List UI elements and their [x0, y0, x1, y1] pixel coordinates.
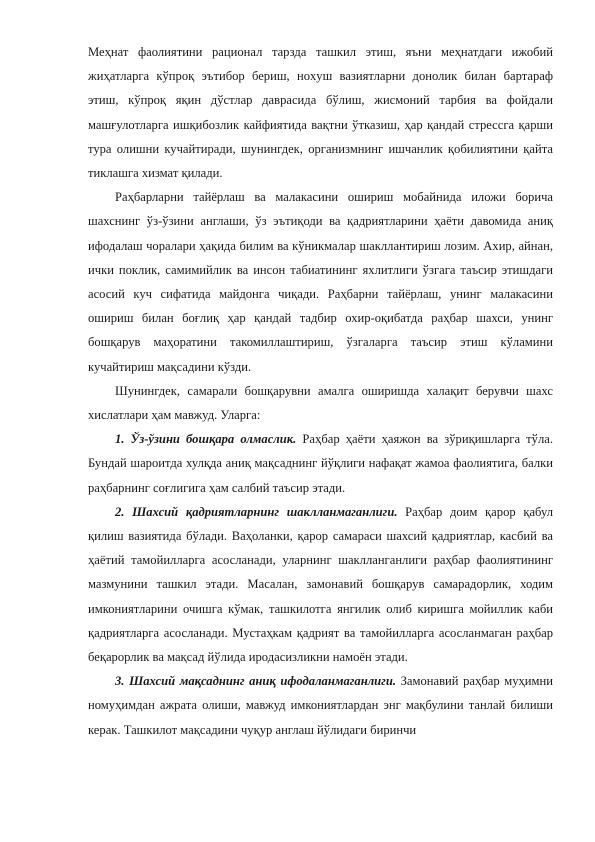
paragraph-4 — [88, 427, 553, 500]
paragraph-6-text: Замонавий раҳбар муҳимни номуҳимдан ажрата олиши, мавжуд имкониятлардан энг мақбулини танлай билиши керак. Ташкилот мақсадини чуқур англаш йўлидаги биринчи — [88, 674, 553, 737]
paragraph-3-text: Шунингдек, самарали бошқарувни амалга оширишда халақит берувчи шахс хислатлари ҳам мавжуд. Уларга: — [88, 383, 553, 423]
paragraph-4-text: Раҳбар ҳаёти ҳаяжон ва зўриқишларга тўла. Бундай шароитда хулқда аниқ мақсаднинг йўқлиги нафақат жамоа фаолиятига, балки раҳбарнинг соғлигига ҳам салбий таъсир этади. — [88, 432, 553, 495]
paragraph-4-lead: 1. Ўз-ўзини бошқара олмаслик. — [115, 432, 297, 447]
paragraph-2 — [88, 185, 553, 379]
paragraph-1-text: Меҳнат фаолиятини рационал тарзда ташкил этиш, яъни меҳнатдаги ижобий жиҳатларга кўпроқ эътибор бериш, ноxуш вазиятларни донолик билан бартараф этиш, кўпроқ яқин дўстлар даврасида бўлиш, жисмоний тарбия ва фойдали машғулотларга ишқибозлик кайфиятида вақтни ўтказиш, ҳар қандай стрессга қарши тура олишни кучайтиради, шунингдек, организмнинг ишчанлик қобилиятини қайта тиклашга хизмат қилади. — [88, 45, 553, 181]
paragraph-5-text: Раҳбар доим қарор қабул қилиш вазиятида бўлади. Ваҳоланки, қарор самараси шахсий қадриятлар, касбий ва ҳаётий тамойилларга асосланади, уларнинг шаклланганлиги раҳбар фаолиятининг мазмунини ташкил этади. Масалан, замонавий бошқарув самарадорлик, ходим имкониятларини очишга кўмак, ташкилотга янгилик олиб киришга мойиллик каби қадриятларга асосланади. Мустаҳкам қадрият ва тамойилларга асосланмаган раҳбар беқарорлик ва мақсад йўлида иродасизликни намоён этади. — [88, 504, 553, 665]
paragraph-1 — [88, 40, 553, 185]
paragraph-3 — [88, 379, 553, 427]
document-page — [88, 40, 553, 742]
paragraph-6 — [88, 669, 553, 742]
paragraph-6-lead: 3. Шахсий мақсаднинг аниқ ифодаланмаганлиги. — [115, 674, 396, 689]
paragraph-5-lead: 2. Шахсий қадриятларнинг шаклланмаганлиги. — [115, 504, 398, 519]
paragraph-5 — [88, 500, 553, 669]
paragraph-2-text: Раҳбарларни тайёрлаш ва малакасини ошириш мобайнида иложи борича шахснинг ўз-ўзини англаши, ўз эътиқоди ва қадриятларини ҳаёти давомида аниқ ифодалаш чоралари ҳақида билим ва кўникмалар шакллантириш лозим. Ахир, айнан, ички поклик, самимийлик ва инсон табиатининг яхлитлиги ўзгага таъсир этишдаги асосий куч сифатида майдонга чиқади. Раҳбарни тайёрлаш, унинг малакасини ошириш билан боғлиқ ҳар қандай тадбир охир-оқибатда раҳбар шахси, унинг бошқарув маҳоратини такомиллаштириш, ўзгаларга таъсир этиш кўламини кучайтириш мақсадини кўзди. — [88, 190, 553, 374]
